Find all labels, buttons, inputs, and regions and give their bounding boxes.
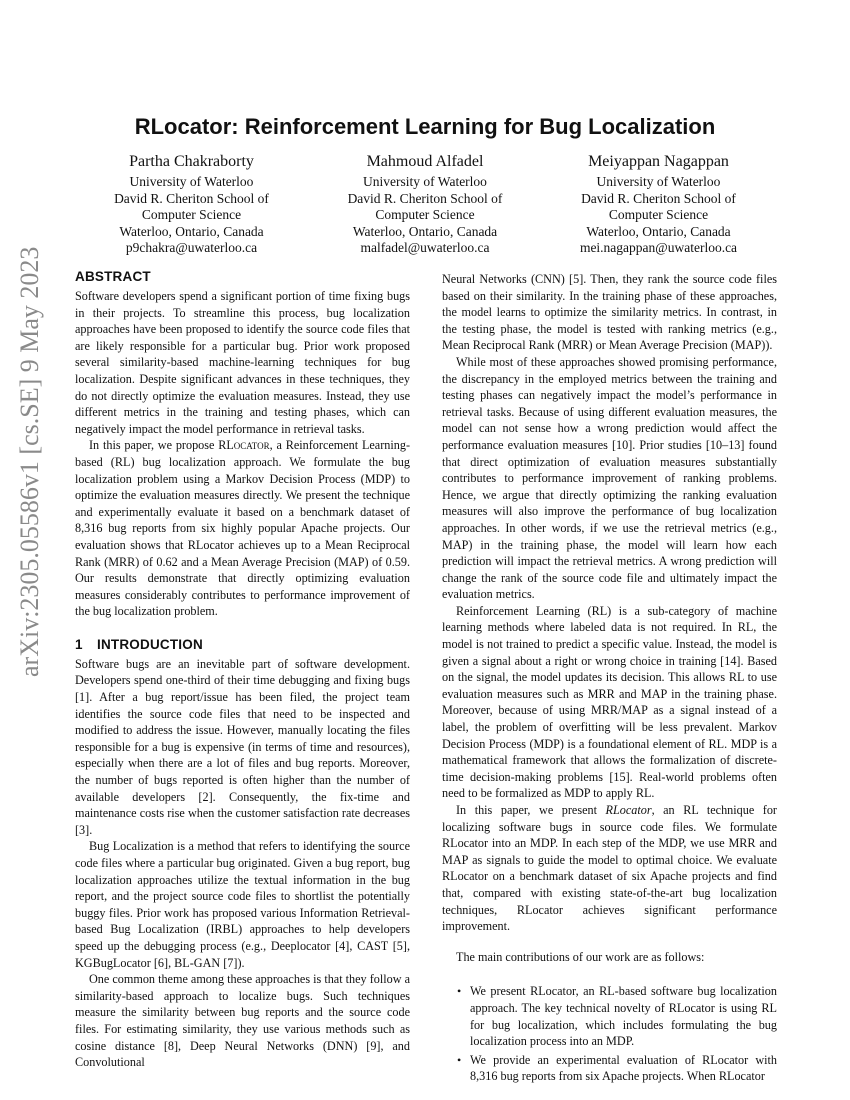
author-school: David R. Cheriton School of <box>347 190 503 206</box>
author-name: Meiyappan Nagappan <box>588 153 729 170</box>
author-affiliation: University of Waterloo <box>363 174 487 189</box>
arxiv-margin-id[interactable]: arXiv:2305.05586v1 [cs.SE] 9 May 2023 <box>15 246 44 677</box>
author-location: Waterloo, Ontario, Canada <box>586 223 731 239</box>
author-3 <box>542 152 775 257</box>
list-item-text: We provide an experimental evaluation of RLocator with 8,316 bug reports from six Apache projects. When RLocator <box>470 1052 777 1084</box>
abstract-p2-start: In this paper, we propose <box>89 438 219 453</box>
intro-paragraph-1: Software bugs are an inevitable part of software development. Developers spend one-third of their time debugging and fixing bugs [1]. After a bug report/issue has been filed, the project team identifies the source code files that need to be inspected and modified to address the issue. However, manually locating the files responsible for a bug is expensive (in terms of time and resources), especially when there are a lot of files and bug reports. Moreover, the number of bugs reported is often higher than the number of available developers [2]. Consequently, the fix-time and maintenance costs rise when the customer satisfaction rate decreases [3]. <box>75 656 410 837</box>
author-affiliation: University of Waterloo <box>129 174 254 189</box>
right-column <box>442 271 777 1087</box>
list-item <box>457 1052 777 1085</box>
author-name: Partha Chakraborty <box>129 153 254 170</box>
section-title: INTRODUCTION <box>97 636 203 652</box>
author-school: David R. Cheriton School of <box>114 190 269 206</box>
author-1 <box>75 152 308 257</box>
author-block <box>75 152 775 257</box>
right-paragraph-3: Reinforcement Learning (RL) is a sub-category of machine learning methods where labeled data is not required. In RL, the model is not trained to predict a specific value. Instead, the model is given a signal about a right or wrong choice in training [14]. Based on the signal, the model updates its decision. This allows RL to use evaluation measures such as MRR and MAP in the training phase. Moreover, because of using MRR/MAP as a signal instead of a label, the problem of overfitting will be less prevalent. Markov Decision Process (MDP) is a foundational element of RL. MDP is a mathematical framework that allows the formalization of discrete-time decision-making problems [15]. Real-world problems often need to be formalized as MDP to apply RL. <box>442 603 777 801</box>
intro-paragraph-2: Bug Localization is a method that refers to identifying the source code files where a particular bug originated. Given a bug report, bug localization approaches utilize the textual information in the bug report, and the project source code files to shortlist the potentially buggy files. Prior work has proposed various Information Retrieval-based Bug Localization (IRBL) approaches to help developers speed up the debugging process (e.g., Deeplocator [4], CAST [5], KGBugLocator [6], BL-GAN [7]). <box>75 839 410 970</box>
intro-paragraph-3: One common theme among these approaches is that they follow a similarity-based approach to localize bugs. Such techniques measure the similarity between bug reports and the source code files. For estimating similarity, they use various methods such as cosine distance [8], Deep Neural Networks (DNN) [9], and Convolutional <box>75 972 410 1070</box>
author-name: Mahmoud Alfadel <box>366 153 484 170</box>
intro-heading <box>75 636 410 654</box>
author-location: Waterloo, Ontario, Canada <box>119 223 264 239</box>
bullet-icon: • <box>457 984 462 999</box>
list-item <box>457 983 777 1049</box>
right-paragraph-2: While most of these approaches showed promising performance, the discrepancy in the employed metrics between the training and testing phases can negatively impact the model’s performance in retrieval tasks. Because of using different evaluation measures, the model can not sense how a wrong prediction would affect the performance evaluation measures [10]. Prior studies [10–13] found that direct optimization of evaluation measures substantially contributes to performance improvement of ranking problems. Hence, we argue that directly optimizing the ranking evaluation measures will also improve the performance of bug localization approaches. In other words, if we use the retrieval metrics (e.g., MAP) in the training phase, the model will learn how each prediction will impact the retrieval metrics. A wrong prediction will change the rank of the source code file and ultimately impact the evaluation metrics. <box>442 354 777 602</box>
abstract-paragraph-2 <box>75 437 410 620</box>
author-school-cont: Computer Science <box>141 207 242 222</box>
right-p4-start: In this paper, we present <box>456 803 606 817</box>
right-p4-rest: , an RL technique for localizing software bugs in source code files. We formulate RLocator into an MDP. In each step of the MDP, we use MRR and MAP as signals to guide the model to optimal choice. We evaluate RLocator on a benchmark dataset of six Apache projects and find that, compared with existing state-of-the-art bug localization techniques, RLocator achieves significant performance improvement. <box>442 803 777 934</box>
abstract-heading: ABSTRACT <box>75 269 151 284</box>
list-item-text: We present RLocator, an RL-based software bug localization approach. The key technical novelty of RLocator is using RL for bug localization, which includes formulating the bug localization process into an MDP. <box>470 984 777 1049</box>
author-location: Waterloo, Ontario, Canada <box>352 223 498 239</box>
left-column <box>75 268 410 1071</box>
author-email[interactable]: mei.nagappan@uwaterloo.ca <box>579 240 738 255</box>
author-email[interactable]: malfadel@uwaterloo.ca <box>360 240 490 255</box>
author-school-cont: Computer Science <box>608 207 709 222</box>
right-paragraph-4 <box>442 802 777 935</box>
rlocator-smallcaps: RLocator <box>218 438 270 453</box>
section-number: 1 <box>75 636 83 652</box>
paper-title: RLocator: Reinforcement Learning for Bug Localization <box>134 114 716 139</box>
rlocator-italic: RLocator <box>605 803 652 817</box>
right-paragraph-1: Neural Networks (CNN) [5]. Then, they rank the source code files based on their similarity. In the training phase of these approaches, the model learns to optimize the similarity metrics. In contrast, in the testing phase, the model is tested with ranking metrics (e.g., Mean Reciprocal Rank (MRR) or Mean Average Precision (MAP)). <box>442 272 777 353</box>
bullet-icon: • <box>457 1052 462 1067</box>
author-school-cont: Computer Science <box>375 207 475 222</box>
author-school: David R. Cheriton School of <box>581 190 736 206</box>
abstract-p2-rest: , a Reinforcement Learning-based (RL) bug localization approach. We formulate the bug localization problem using a Markov Decision Process (MDP) to optimize the evaluation measures directly. We present the technique and experimentally evaluate it based on a benchmark dataset of 8,316 bug reports from six highly popular Apache projects. Our evaluation shows that RLocator achieves up to a Mean Reciprocal Rank (MRR) of 0.62 and a Mean Average Precision (MAP) of 0.59. Our results demonstrate that directly optimizing evaluation measures considerably contributes to performance improvement of the bug localization problem. <box>75 438 411 619</box>
author-2 <box>309 152 542 257</box>
abstract-paragraph-1: Software developers spend a significant portion of time fixing bugs in their projects. To streamline this process, bug localization approaches have been proposed to identify the source code files that are likely responsible for a particular bug. Prior work proposed several similarity-based machine-learning techniques for bug localization. Despite significant advances in these techniques, they do not directly optimize the evaluation measures. Instead, they use different metrics in the training and testing phases, which can negatively impact the model performance in retrieval tasks. <box>75 289 410 436</box>
contributions-list <box>442 983 777 1085</box>
contributions-lead: The main contributions of our work are as follows: <box>456 949 705 964</box>
author-email[interactable]: p9chakra@uwaterloo.ca <box>125 240 258 255</box>
author-affiliation: University of Waterloo <box>596 174 721 189</box>
